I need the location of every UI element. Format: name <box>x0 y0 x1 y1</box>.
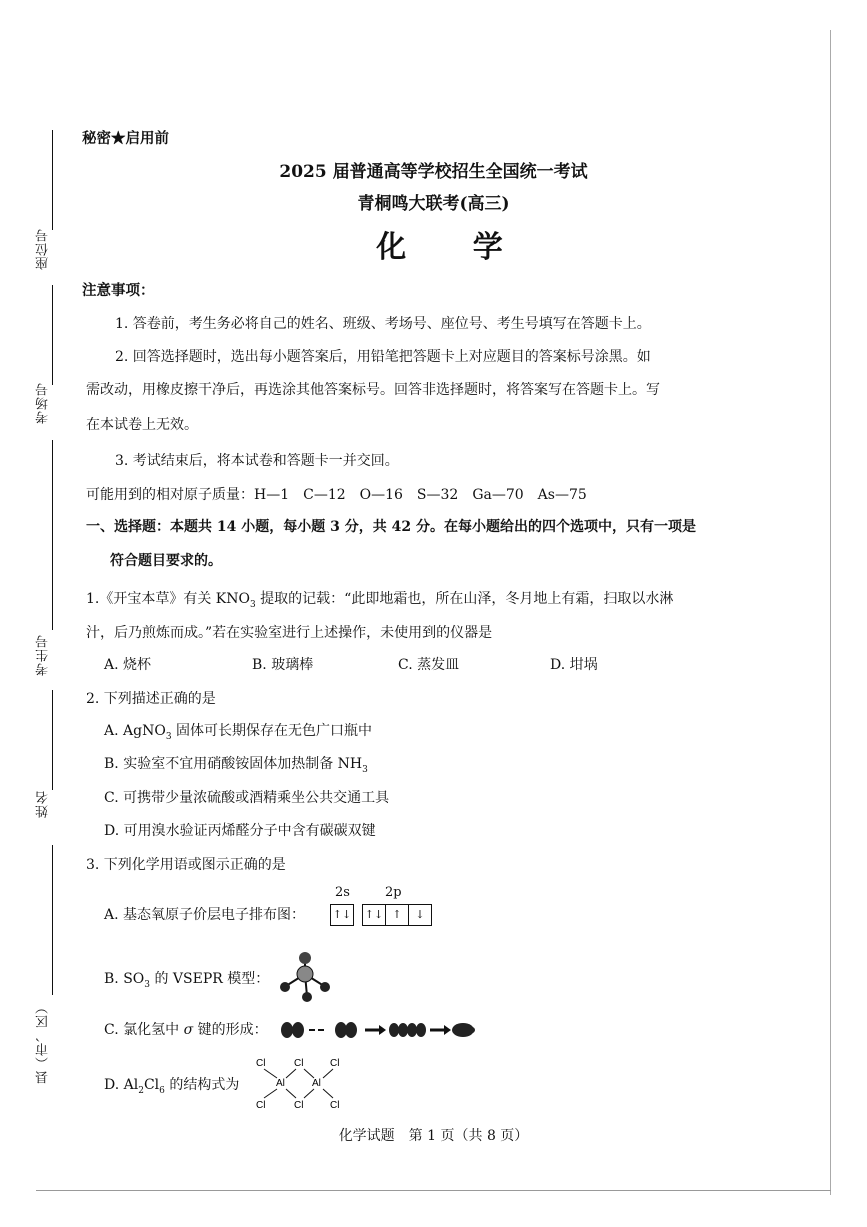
county-label: 县（市、区） <box>36 1000 51 1084</box>
section-heading-cont: 符合题目要求的。 <box>110 553 222 569</box>
q2-option-a: A. AgNO$_3$ 固体可长期保存在无色广口瓶中 <box>104 723 372 742</box>
exam-room-label: 考场号 <box>36 382 51 424</box>
orbital-2p-boxes <box>362 904 431 926</box>
room-line <box>52 285 53 385</box>
q1-stem: 1.《开宝本草》有关 $KNO_3$ 提取的记载：“此即地霜也，所在山泽，冬月地上有霜，扫取以水淋 <box>86 591 674 610</box>
q2-stem: 2. 下列描述正确的是 <box>86 691 216 707</box>
section-heading: 一、选择题：本题共 14 小题，每小题 3 分，共 42 分。在每小题给出的四个选项中，只有一项是 <box>86 519 696 535</box>
q2-option-b: B. 实验室不宜用硝酸铵固体加热制备 $NH_3$ <box>104 756 368 775</box>
q3-option-c: C. 氯化氢中 σ 键的形成： <box>104 1022 268 1038</box>
atomic-masses: 可能用到的相对原子质量：H—1 C—12 O—16 S—32 Ga—70 As—75 <box>86 487 587 503</box>
q3-stem: 3. 下列化学用语或图示正确的是 <box>86 857 286 873</box>
bottom-border <box>36 1190 831 1191</box>
so3-vsepr-model-image <box>274 948 336 1006</box>
notice-item: 2. 回答选择题时，选出每小题答案后，用铅笔把答题卡上对应题目的答案标号涂黑。如 <box>115 349 651 365</box>
q1-option-b: B. 玻璃棒 <box>252 657 314 673</box>
page-footer: 化学试题 第 1 页（共 8 页） <box>338 1128 529 1144</box>
q2-option-d: D. 可用溴水验证丙烯醛分子中含有碳碳双键 <box>104 823 376 839</box>
svg-text:Cl: Cl <box>256 1058 266 1069</box>
notice-item: 在本试卷上无效。 <box>86 417 198 433</box>
q1-option-c: C. 蒸发皿 <box>398 657 460 673</box>
orbital-2s-box <box>330 904 353 926</box>
orbital-2p: ↑↓ <box>362 904 386 926</box>
exam-title: 2025 届普通高等学校招生全国统一考试 <box>279 162 588 182</box>
candidate-line <box>52 440 53 630</box>
q3-option-d: D. $Al_2Cl_6$ 的结构式为 <box>104 1077 240 1096</box>
notice-item: 3. 考试结束后，将本试卷和答题卡一并交回。 <box>115 453 399 469</box>
q1-stem-cont: 汁，后乃煎炼而成。”若在实验室进行上述操作，未使用到的仪器是 <box>86 625 493 641</box>
county-line <box>52 845 53 995</box>
orbital-2p: ↓ <box>408 904 432 926</box>
q3-option-b: B. $SO_3$ 的 VSEPR 模型： <box>104 971 270 990</box>
notice-item: 1. 答卷前，考生务必将自己的姓名、班级、考场号、座位号、考生号填写在答题卡上。 <box>115 316 651 332</box>
svg-text:Cl: Cl <box>330 1058 340 1069</box>
svg-text:Al: Al <box>276 1078 285 1089</box>
subject-title: 化 学 <box>376 230 531 265</box>
exam-subtitle: 青桐鸣大联考(高三) <box>357 194 510 214</box>
svg-text:Cl: Cl <box>256 1100 266 1110</box>
svg-text:Cl: Cl <box>330 1100 340 1110</box>
name-line <box>52 690 53 790</box>
svg-text:Al: Al <box>312 1078 321 1089</box>
secret-label: 秘密★启用前 <box>82 130 169 147</box>
svg-text:Cl: Cl <box>294 1058 304 1069</box>
orbital-2s: ↑↓ <box>330 904 354 926</box>
notice-item: 需改动，用橡皮擦干净后，再选涂其他答案标号。回答非选择题时，将答案写在答题卡上。写 <box>86 382 660 398</box>
svg-text:Cl: Cl <box>294 1100 304 1110</box>
al2cl6-structure-image <box>252 1054 352 1110</box>
orbital-2s-label: 2s <box>335 885 350 900</box>
candidate-number-label: 考生号 <box>36 634 51 676</box>
orbital-2p: ↑ <box>385 904 409 926</box>
hcl-sigma-bond-image <box>280 1018 475 1042</box>
binding-margin <box>0 0 80 1227</box>
q2-option-c: C. 可携带少量浓硫酸或酒精乘坐公共交通工具 <box>104 790 390 806</box>
q1-option-d: D. 坩埚 <box>550 657 598 673</box>
notice-heading: 注意事项： <box>82 282 155 299</box>
name-label: 姓名 <box>36 790 51 818</box>
seat-number-label: 座位号 <box>36 228 51 270</box>
orbital-2p-label: 2p <box>385 885 402 900</box>
q3-option-a: A. 基态氧原子价层电子排布图： <box>104 907 306 923</box>
q1-option-a: A. 烧杯 <box>104 657 152 673</box>
